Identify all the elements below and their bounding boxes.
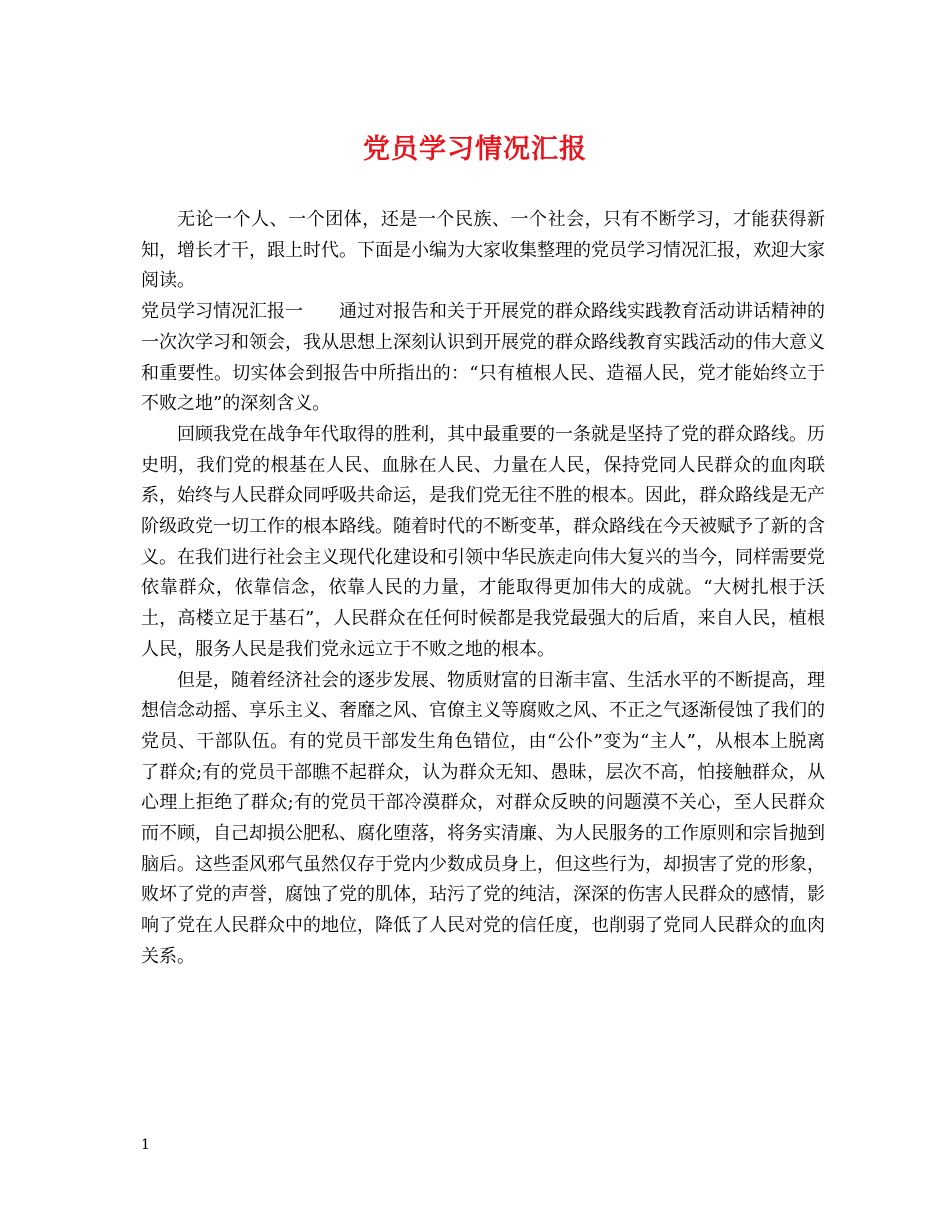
body-paragraph-2: 回顾我党在战争年代取得的胜利，其中最重要的一条就是坚持了党的群众路线。历史明，我们党的根基在人民、血脉在人民、力量在人民，保持党同人民群众的血肉联系，始终与人民群众同呼吸共命运，是我们党无往不胜的根本。因此，群众路线是无产阶级政党一切工作的根本路线。随着时代的不断变革，群众路线在今天被赋予了新的含义。在我们进行社会主义现代化建设和引领中华民族走向伟大复兴的当今，同样需要党依靠群众，依靠信念，依靠人民的力量，才能取得更加伟大的成就。“大树扎根于沃土，高楼立足于基石”，人民群众在任何时候都是我党最强大的后盾，来自人民，植根人民，服务人民是我们党永远立于不败之地的根本。 [141, 423, 825, 660]
body-paragraph-3: 但是，随着经济社会的逐步发展、物质财富的日渐丰富、生活水平的不断提高，理想信念动摇、享乐主义、奢靡之风、官僚主义等腐败之风、不正之气逐渐侵蚀了我们的党员、干部队伍。有的党员干部发生角色错位，由“公仆”变为“主人”，从根本上脱离了群众;有的党员干部瞧不起群众，认为群众无知、愚昧，层次不高，怕接触群众，从心理上拒绝了群众;有的党员干部冷漠群众，对群众反映的问题漠不关心，至人民群众而不顾，自己却损公肥私、腐化堕落，将务实清廉、为人民服务的工作原则和宗旨抛到脑后。这些歪风邪气虽然仅存于党内少数成员身上，但这些行为，却损害了党的形象，败坏了党的声誉，腐蚀了党的肌体，玷污了党的纯洁，深深的伤害人民群众的感情，影响了党在人民群众中的地位，降低了人民对党的信任度，也削弱了党同人民群众的血肉关系。 [141, 669, 825, 967]
document-title: 党员学习情况汇报 [363, 134, 587, 165]
body-paragraph-1: 党员学习情况汇报一 通过对报告和关于开展党的群众路线实践教育活动讲话精神的一次次学习和领会，我从思想上深刻认识到开展党的群众路线教育实践活动的伟大意义和重要性。切实体会到报告中所指出的：“只有植根人民、造福人民，党才能始终立于不败之地”的深刻含义。 [141, 301, 825, 415]
page-number: 1 [141, 1137, 150, 1153]
intro-paragraph: 无论一个人、一个团体，还是一个民族、一个社会，只有不断学习，才能获得新知，增长才干，跟上时代。下面是小编为大家收集整理的党员学习情况汇报，欢迎大家阅读。 [141, 209, 825, 292]
document-body [141, 205, 825, 973]
